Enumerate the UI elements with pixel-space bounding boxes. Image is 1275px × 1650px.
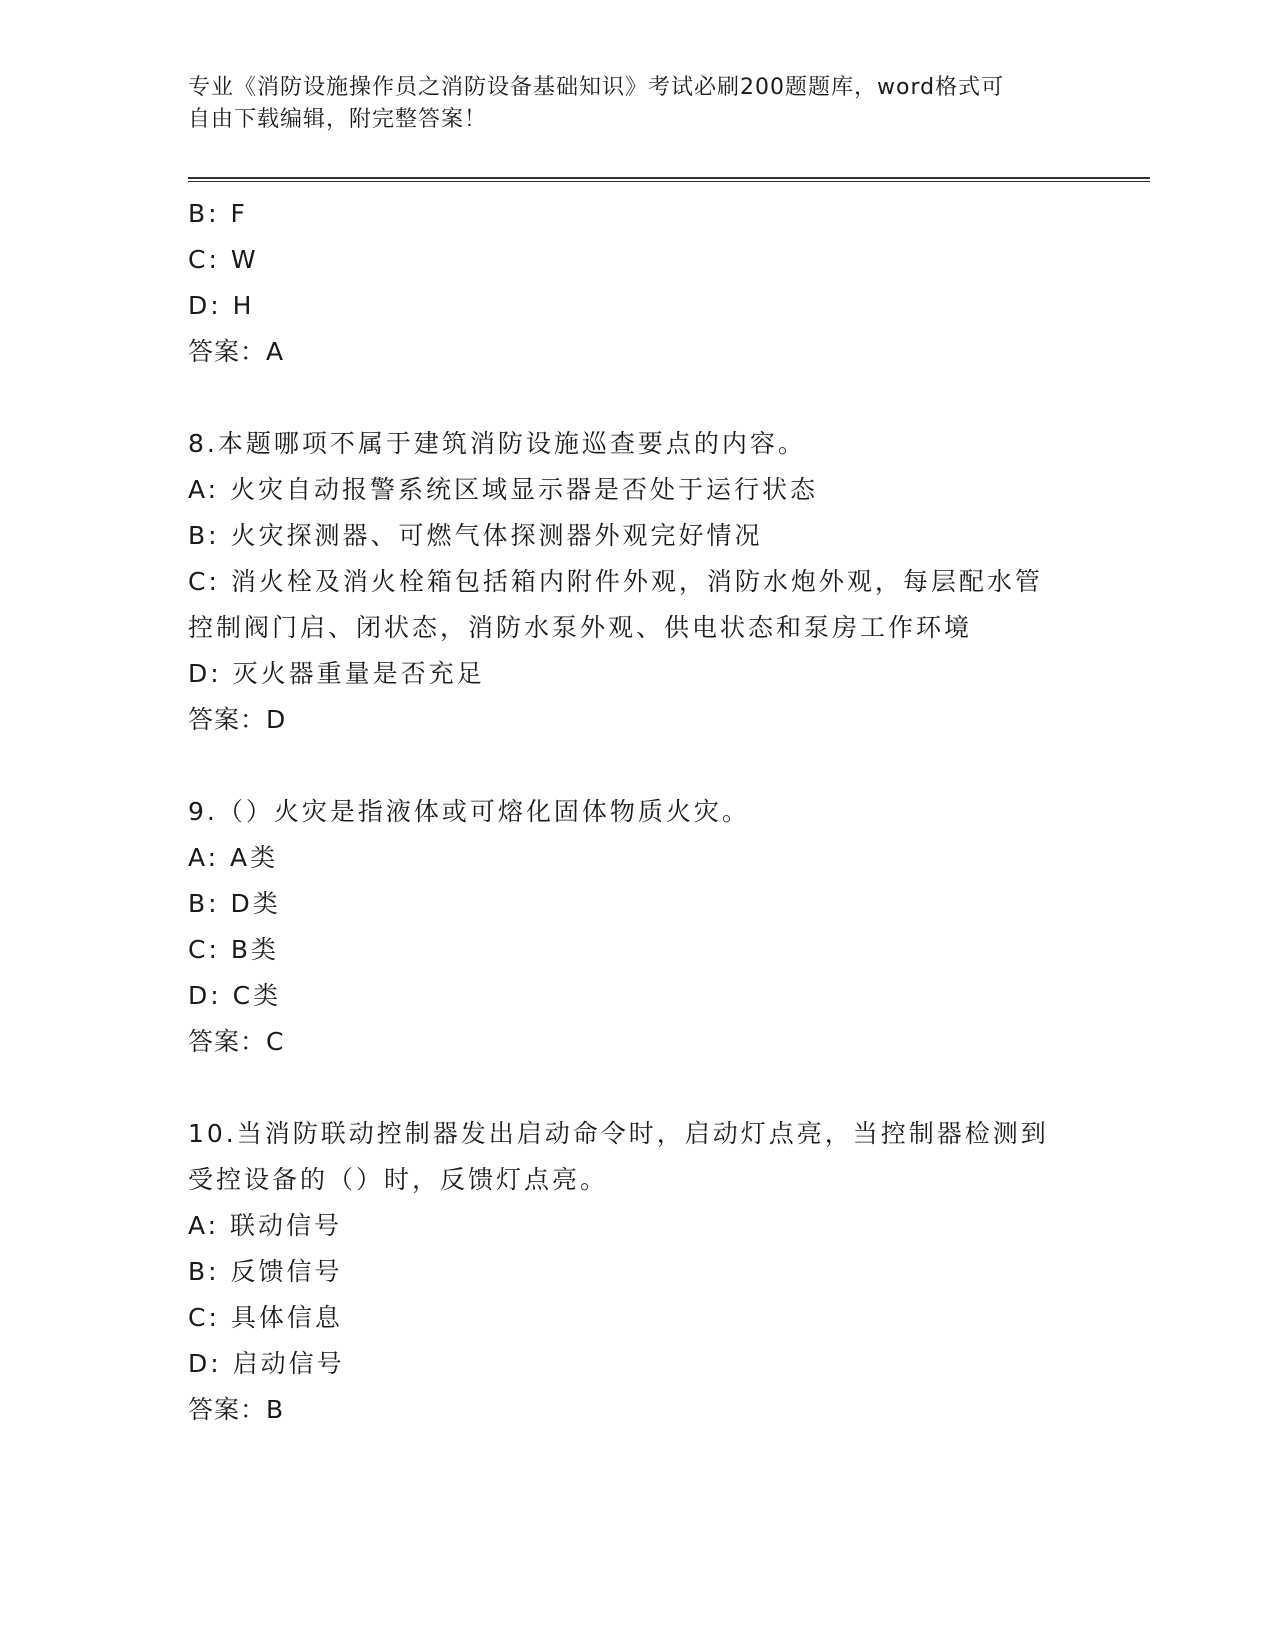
answer-line: 答案：A [188, 337, 285, 366]
question-stem: 9.（）火灾是指液体或可熔化固体物质火灾。 [188, 797, 750, 826]
header-divider-thick [188, 177, 1150, 179]
option-line: B: D类 [188, 889, 281, 918]
option-line: A: 联动信号 [188, 1211, 343, 1240]
question-stem-continued: 受控设备的（）时，反馈灯点亮。 [188, 1165, 609, 1194]
option-line: D: C类 [188, 981, 282, 1010]
option-line: B: 反馈信号 [188, 1257, 343, 1286]
answer-line: 答案：D [188, 705, 287, 734]
question-8 [188, 421, 1088, 743]
option-line: C: 消火栓及消火栓箱包括箱内附件外观，消防水炮外观，每层配水管 [188, 567, 1043, 596]
option-line: C: W [188, 245, 259, 274]
option-line: A: A类 [188, 843, 279, 872]
option-line: B: 火灾探测器、可燃气体探测器外观完好情况 [188, 521, 763, 550]
option-line: D: 启动信号 [188, 1349, 345, 1378]
question-10 [188, 1111, 1088, 1433]
option-line: C: 具体信息 [188, 1303, 343, 1332]
document-header [188, 72, 1088, 136]
option-line: A: 火灾自动报警系统区域显示器是否处于运行状态 [188, 475, 819, 504]
option-line: D: H [188, 291, 255, 320]
option-line-continued: 控制阀门启、闭状态，消防水泵外观、供电状态和泵房工作环境 [188, 613, 973, 642]
answer-line: 答案：C [188, 1027, 285, 1056]
header-line-2: 自由下载编辑，附完整答案！ [188, 107, 488, 132]
header-line-1: 专业《消防设施操作员之消防设备基础知识》考试必刷200题题库，word格式可 [188, 75, 1005, 100]
option-line: C: B类 [188, 935, 279, 964]
question-7-continued [188, 191, 1088, 375]
document-body [188, 191, 1088, 1433]
option-line: D: 灭火器重量是否充足 [188, 659, 485, 688]
question-9 [188, 789, 1088, 1065]
option-line: B: F [188, 199, 248, 228]
question-stem: 8.本题哪项不属于建筑消防设施巡查要点的内容。 [188, 429, 806, 458]
header-divider-thin [188, 181, 1150, 182]
question-stem: 10.当消防联动控制器发出启动命令时，启动灯点亮，当控制器检测到 [188, 1119, 1049, 1148]
answer-line: 答案：B [188, 1395, 285, 1424]
